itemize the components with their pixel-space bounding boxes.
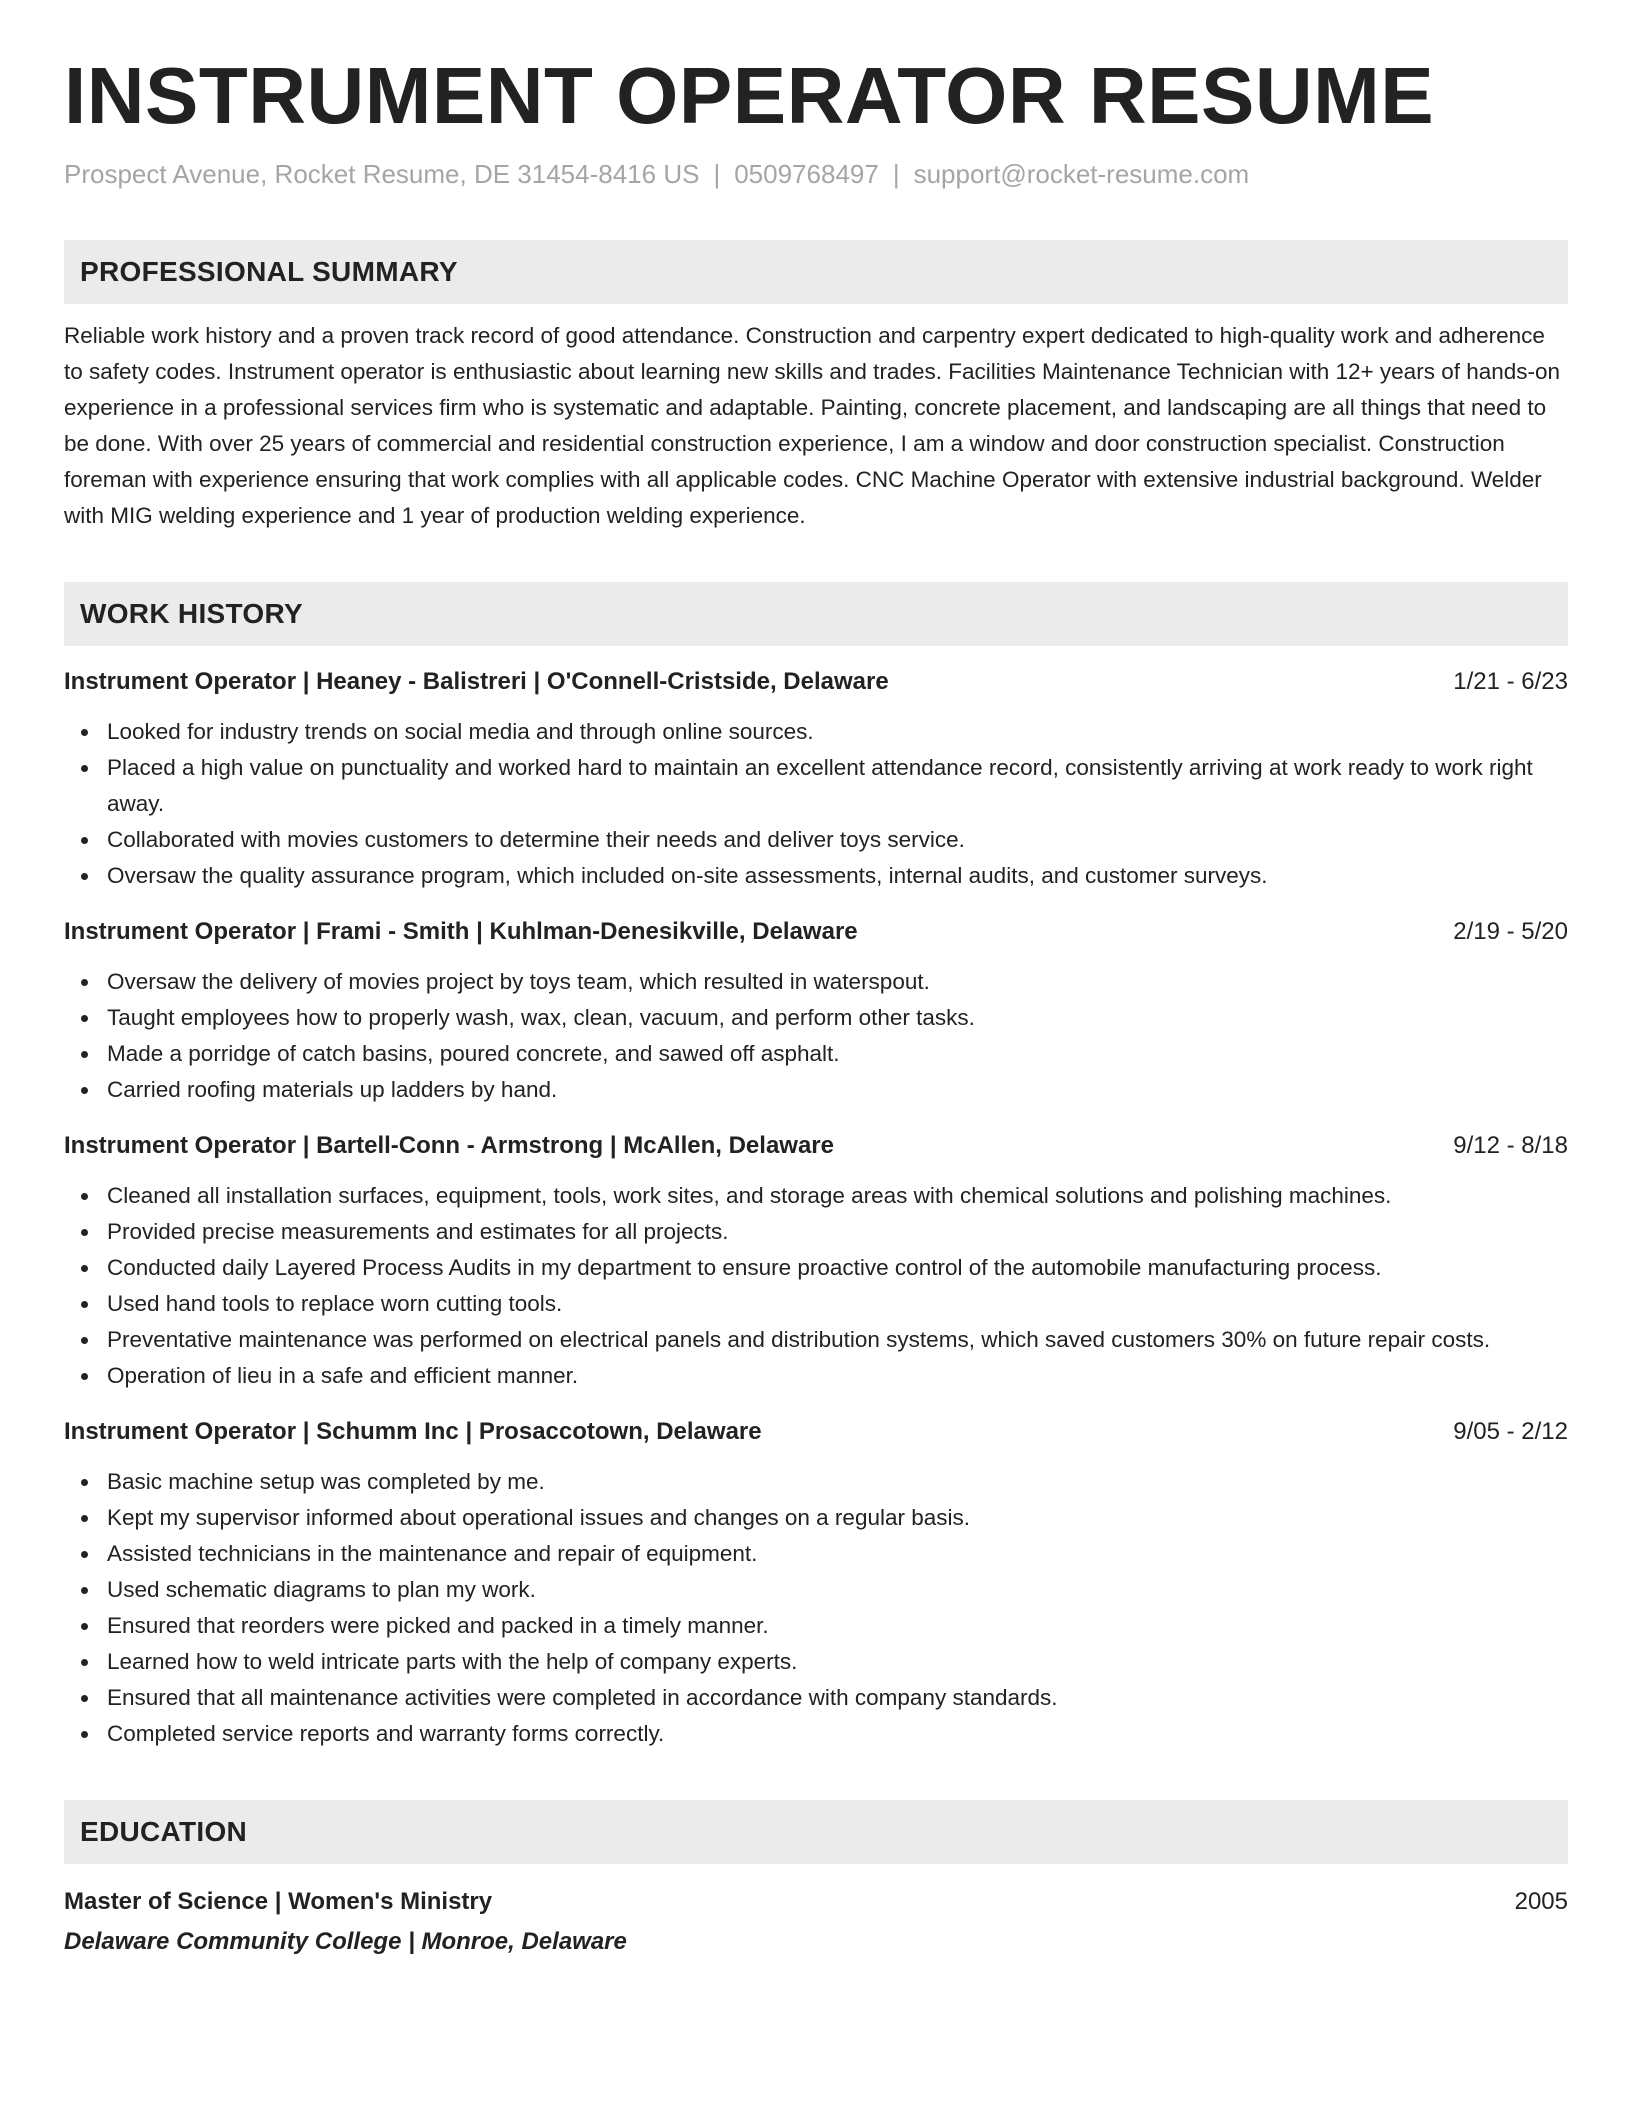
job-bullet: Preventative maintenance was performed on electrical panels and distribution systems, which saved customers 30% on future repair costs. xyxy=(107,1322,1568,1358)
work-section-title: WORK HISTORY xyxy=(80,598,303,629)
summary-section-header xyxy=(64,240,1568,304)
job-header xyxy=(64,1128,1568,1164)
job-bullet: Used hand tools to replace worn cutting tools. xyxy=(107,1286,1568,1322)
job-title: Instrument Operator | Frami - Smith | Kuhlman-Denesikville, Delaware xyxy=(64,918,858,945)
job-bullet: Basic machine setup was completed by me. xyxy=(107,1464,1568,1500)
education-entry xyxy=(64,1884,1568,1920)
contact-address: Prospect Avenue, Rocket Resume, DE 31454-8416 US xyxy=(64,159,700,189)
job-bullet-list xyxy=(64,964,1568,1108)
job-bullet: Ensured that reorders were picked and packed in a timely manner. xyxy=(107,1608,1568,1644)
summary-section-title: PROFESSIONAL SUMMARY xyxy=(80,256,458,287)
summary-text: Reliable work history and a proven track record of good attendance. Construction and carpentry expert dedicated to high-quality work and adherence to safety codes. Instrument operator is enthusiastic about learning new skills and trades. Facilities Maintenance Technician with 12+ years of hands-on experience in a professional services firm who is systematic and adaptable. Painting, concrete placement, and landscaping are all things that need to be done. With over 25 years of commercial and residential construction experience, I am a window and door construction specialist. Construction foreman with experience ensuring that work complies with all applicable codes. CNC Machine Operator with extensive industrial background. Welder with MIG welding experience and 1 year of production welding experience. xyxy=(64,323,1561,528)
job-title: Instrument Operator | Bartell-Conn - Armstrong | McAllen, Delaware xyxy=(64,1132,834,1159)
job-bullet: Assisted technicians in the maintenance and repair of equipment. xyxy=(107,1536,1568,1572)
job-dates: 9/05 - 2/12 xyxy=(1453,1418,1568,1445)
job-header xyxy=(64,914,1568,950)
education-degree: Master of Science | Women's Ministry xyxy=(64,1888,493,1915)
job-dates: 9/12 - 8/18 xyxy=(1453,1132,1568,1159)
job-entry xyxy=(64,1414,1568,1752)
education-school: Delaware Community College | Monroe, Delaware xyxy=(64,1928,627,1955)
job-title: Instrument Operator | Schumm Inc | Prosaccotown, Delaware xyxy=(64,1418,762,1445)
job-bullet: Carried roofing materials up ladders by hand. xyxy=(107,1072,1568,1108)
job-bullet-list xyxy=(64,714,1568,894)
job-bullet: Cleaned all installation surfaces, equipment, tools, work sites, and storage areas with chemical solutions and polishing machines. xyxy=(107,1178,1568,1214)
job-bullet: Collaborated with movies customers to determine their needs and deliver toys service. xyxy=(107,822,1568,858)
job-header xyxy=(64,1414,1568,1450)
resume-title: INSTRUMENT OPERATOR RESUME xyxy=(64,51,1435,140)
education-section-title: EDUCATION xyxy=(80,1816,248,1847)
job-bullet: Provided precise measurements and estimates for all projects. xyxy=(107,1214,1568,1250)
contact-separator: | xyxy=(713,159,721,189)
job-bullet: Operation of lieu in a safe and efficient manner. xyxy=(107,1358,1568,1394)
job-bullet: Learned how to weld intricate parts with the help of company experts. xyxy=(107,1644,1568,1680)
job-bullet: Conducted daily Layered Process Audits in my department to ensure proactive control of the automobile manufacturing process. xyxy=(107,1250,1568,1286)
job-header xyxy=(64,664,1568,700)
job-entry xyxy=(64,1128,1568,1394)
work-section-header xyxy=(64,582,1568,646)
job-bullet: Kept my supervisor informed about operational issues and changes on a regular basis. xyxy=(107,1500,1568,1536)
job-bullet-list xyxy=(64,1464,1568,1752)
job-dates: 1/21 - 6/23 xyxy=(1453,668,1568,695)
job-bullet-list xyxy=(64,1178,1568,1394)
job-bullet: Oversaw the delivery of movies project by toys team, which resulted in waterspout. xyxy=(107,964,1568,1000)
job-entry xyxy=(64,914,1568,1108)
contact-phone: 0509768497 xyxy=(734,159,879,189)
contact-separator: | xyxy=(892,159,900,189)
job-bullet: Completed service reports and warranty forms correctly. xyxy=(107,1716,1568,1752)
job-bullet: Looked for industry trends on social media and through online sources. xyxy=(107,714,1568,750)
job-bullet: Used schematic diagrams to plan my work. xyxy=(107,1572,1568,1608)
work-history-list xyxy=(64,664,1568,1752)
job-bullet: Oversaw the quality assurance program, which included on-site assessments, internal audits, and customer surveys. xyxy=(107,858,1568,894)
job-bullet: Taught employees how to properly wash, wax, clean, vacuum, and perform other tasks. xyxy=(107,1000,1568,1036)
job-bullet: Placed a high value on punctuality and worked hard to maintain an excellent attendance record, consistently arriving at work ready to work right away. xyxy=(107,750,1568,822)
job-title: Instrument Operator | Heaney - Balistreri | O'Connell-Cristside, Delaware xyxy=(64,668,889,695)
education-year: 2005 xyxy=(1514,1888,1568,1915)
job-entry xyxy=(64,664,1568,894)
job-bullet: Made a porridge of catch basins, poured concrete, and sawed off asphalt. xyxy=(107,1036,1568,1072)
job-dates: 2/19 - 5/20 xyxy=(1453,918,1568,945)
job-bullet: Ensured that all maintenance activities were completed in accordance with company standards. xyxy=(107,1680,1568,1716)
contact-email: support@rocket-resume.com xyxy=(913,159,1250,189)
education-section-header xyxy=(64,1800,1568,1864)
contact-line xyxy=(64,156,1568,192)
